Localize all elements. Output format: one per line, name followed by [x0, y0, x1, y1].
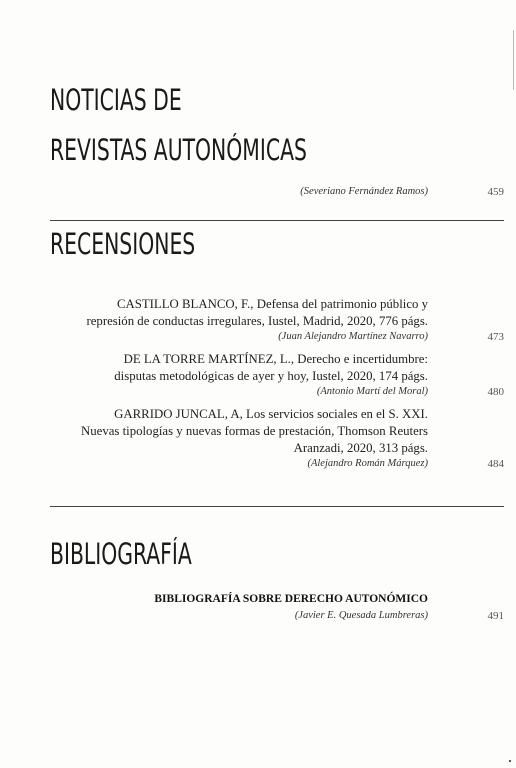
entry-title: BIBLIOGRAFÍA SOBRE DERECHO AUTONÓMICO	[154, 593, 428, 605]
entry-line: disputas metodológicas de ayer y hoy, Iustel, 2020, 174 págs.	[114, 369, 428, 383]
entry-author: (Juan Alejandro Martínez Navarro)	[278, 331, 428, 342]
page-number: 491	[487, 610, 504, 622]
scan-edge-mark	[513, 30, 514, 90]
section-title-recensiones: RECENSIONES	[50, 227, 196, 261]
entry-line: DE LA TORRE MARTÍNEZ, L., Derecho e incertidumbre:	[123, 352, 428, 366]
entry-line: CASTILLO BLANCO, F., Defensa del patrimonio público y	[116, 297, 428, 311]
entry-author: (Antonio Martí del Moral)	[316, 386, 428, 397]
section-divider	[50, 506, 504, 507]
page-number: 480	[487, 386, 504, 398]
section-title-noticias-line1: NOTICIAS DE	[50, 83, 182, 117]
scan-dot	[509, 760, 511, 762]
entry-line: GARRIDO JUNCAL, A, Los servicios sociales en el S. XXI.	[114, 407, 428, 421]
section-title-noticias-line2: REVISTAS AUTONÓMICAS	[50, 133, 307, 167]
entry-line: represión de conductas irregulares, Iustel, Madrid, 2020, 776 págs.	[86, 314, 428, 328]
section-title-bibliografia: BIBLIOGRAFÍA	[50, 537, 192, 571]
entry-line: Aranzadi, 2020, 313 págs.	[293, 441, 428, 455]
entry-author: (Alejandro Román Márquez)	[307, 458, 428, 469]
page-number: 459	[487, 186, 504, 198]
section-divider	[50, 220, 504, 221]
page-number: 484	[487, 458, 504, 470]
entry-line: Nuevas tipologías y nuevas formas de prestación, Thomson Reuters	[81, 424, 428, 438]
page-number: 473	[487, 331, 504, 343]
entry-author: (Javier E. Quesada Lumbreras)	[294, 610, 428, 621]
entry-author: (Severiano Fernández Ramos)	[300, 186, 428, 197]
